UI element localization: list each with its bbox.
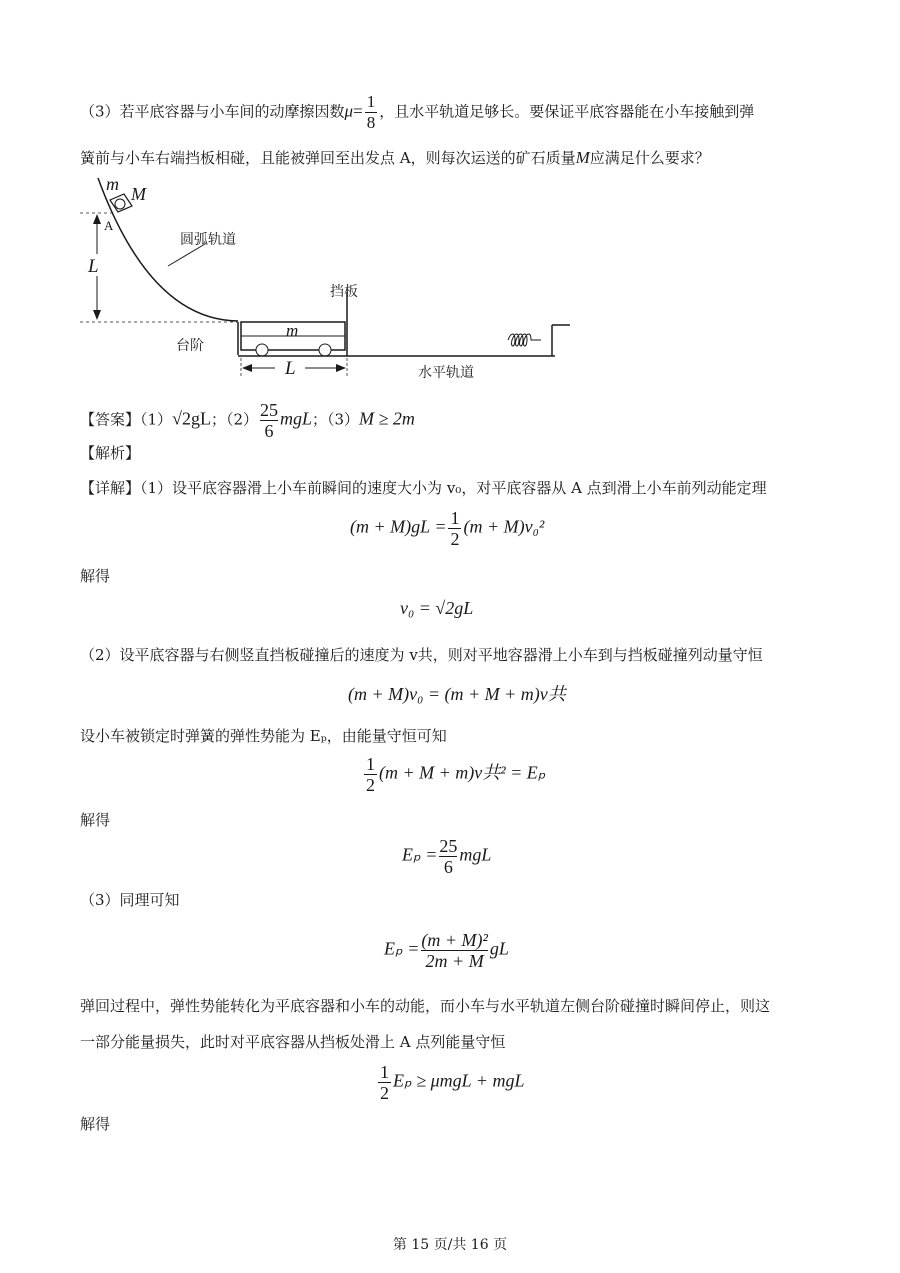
answer-2-denominator: 6 — [260, 420, 278, 441]
spring — [508, 334, 541, 346]
physics-diagram — [0, 170, 600, 385]
mu-denominator: 8 — [366, 113, 376, 132]
equation-4 — [362, 754, 546, 795]
equation-6 — [384, 930, 509, 971]
equation-5 — [402, 836, 491, 877]
analysis-tag: 【解析】 — [80, 444, 141, 462]
equation-7-right: Eₚ ≥ μmgL + mgL — [393, 1070, 525, 1091]
label-baffle: 挡板 — [330, 284, 358, 300]
equation-7-numerator: 1 — [380, 1062, 389, 1082]
dim-arrow-right-head — [336, 364, 346, 372]
equation-5-fraction — [439, 836, 457, 877]
equation-2: v₀ = √2gL — [400, 598, 474, 618]
label-L-bottom: L — [285, 358, 296, 379]
question-line-1-prefix: （3）若平底容器与小车间的动摩擦因数 — [80, 102, 345, 121]
question-line-1-suffix: ，且水平轨道足够长。要保证平底容器能在小车接触到弹 — [379, 102, 755, 121]
solve-label-1: 解得 — [80, 567, 111, 585]
detail-tag: 【详解】 — [80, 479, 141, 497]
label-m-top: m — [106, 174, 119, 194]
equation-1-left: (m + M)gL = — [350, 516, 447, 537]
answer-sep-2: ；（3） — [312, 410, 360, 429]
equation-1-right: (m + M)v₀² — [463, 516, 545, 537]
question-line-2-prefix: 簧前与小车右端挡板相碰，且能被弹回至出发点 A，则每次运送的矿石质量 — [80, 149, 576, 167]
cart-wheel-left — [256, 344, 268, 356]
equation-4-numerator: 1 — [366, 754, 375, 774]
detail-line-5: 弹回过程中，弹性势能转化为平底容器和小车的动能，而小车与水平轨道左侧台阶碰撞时瞬间停止，则这 — [80, 997, 771, 1015]
label-M-top: M — [131, 184, 146, 204]
label-point-A: A — [104, 218, 114, 233]
ore-shape — [115, 199, 125, 209]
equation-4-denominator: 2 — [366, 775, 375, 795]
answer-1: √2gL — [172, 408, 211, 429]
label-m-cart: m — [286, 321, 299, 340]
label-arc-track: 圆弧轨道 — [180, 232, 236, 248]
solve-label-2: 解得 — [80, 811, 111, 829]
equation-1-fraction — [448, 508, 461, 549]
mu-fraction — [365, 92, 378, 133]
mu-equals: = — [353, 101, 363, 121]
detail-line-1-text: （1）设平底容器滑上小车前瞬间的速度大小为 v₀，对平底容器从 A 点到滑上小车前列动能定理 — [140, 479, 767, 497]
equation-5-right: mgL — [459, 844, 492, 865]
equation-1 — [350, 508, 544, 549]
detail-line-1 — [80, 478, 767, 498]
answer-2-tail: mgL — [279, 408, 312, 429]
answer-line — [80, 400, 415, 441]
equation-4-fraction — [364, 754, 377, 795]
detail-line-6: 一部分能量损失，此时对平底容器从挡板处滑上 A 点列能量守恒 — [80, 1033, 506, 1051]
mu-numerator: 1 — [366, 92, 376, 111]
equation-1-denominator: 2 — [450, 529, 460, 549]
answer-2-numerator: 25 — [259, 400, 278, 420]
label-L-left: L — [88, 256, 99, 277]
equation-6-numerator: (m + M)² — [421, 930, 488, 950]
answer-2-fraction — [260, 400, 278, 441]
mu-symbol: μ — [344, 101, 354, 121]
detail-line-3: 设小车被锁定时弹簧的弹性势能为 Eₚ，由能量守恒可知 — [80, 727, 447, 745]
dim-arrow-left-head — [242, 364, 252, 372]
answer-tag: 【答案】 — [80, 410, 141, 429]
height-arrow-down-head — [93, 310, 101, 320]
equation-7-denominator: 2 — [380, 1083, 389, 1103]
cart-wheel-right — [319, 344, 331, 356]
equation-7-fraction — [378, 1062, 391, 1103]
equation-5-left: Eₚ = — [402, 844, 438, 865]
equation-6-fraction — [421, 930, 488, 971]
page-footer: 第 15 页/共 16 页 — [392, 1237, 508, 1253]
equation-1-numerator: 1 — [450, 508, 460, 528]
equation-6-left: Eₚ = — [384, 938, 420, 959]
equation-5-denominator: 6 — [439, 856, 457, 877]
solve-label-3: 解得 — [80, 1115, 111, 1133]
equation-3: (m + M)v₀ = (m + M + m)v共 — [348, 684, 566, 704]
equation-6-denominator: 2m + M — [421, 950, 488, 971]
question-line-2 — [80, 148, 710, 168]
detail-line-2: （2）设平底容器与右侧竖直挡板碰撞后的速度为 v共，则对平地容器滑上小车到与挡板碰撞列动量守恒 — [80, 646, 763, 664]
equation-4-right: (m + M + m)v共² = Eₚ — [379, 762, 546, 783]
question-line-1 — [80, 92, 754, 133]
question-line-2-suffix: 应满足什么要求？ — [589, 149, 710, 167]
answer-part-1-label: （1） — [140, 410, 173, 429]
equation-7 — [376, 1062, 524, 1103]
detail-line-4: （3）同理可知 — [80, 891, 180, 909]
equation-6-right: gL — [489, 938, 509, 959]
equation-5-numerator: 25 — [439, 836, 458, 856]
label-step: 台阶 — [176, 338, 204, 354]
answer-3: M ≥ 2m — [359, 408, 415, 429]
answer-sep-1: ；（2） — [210, 410, 258, 429]
height-arrow-up-head — [93, 214, 101, 224]
label-horizontal-track: 水平轨道 — [418, 365, 474, 381]
question-var-M: M — [575, 148, 590, 167]
